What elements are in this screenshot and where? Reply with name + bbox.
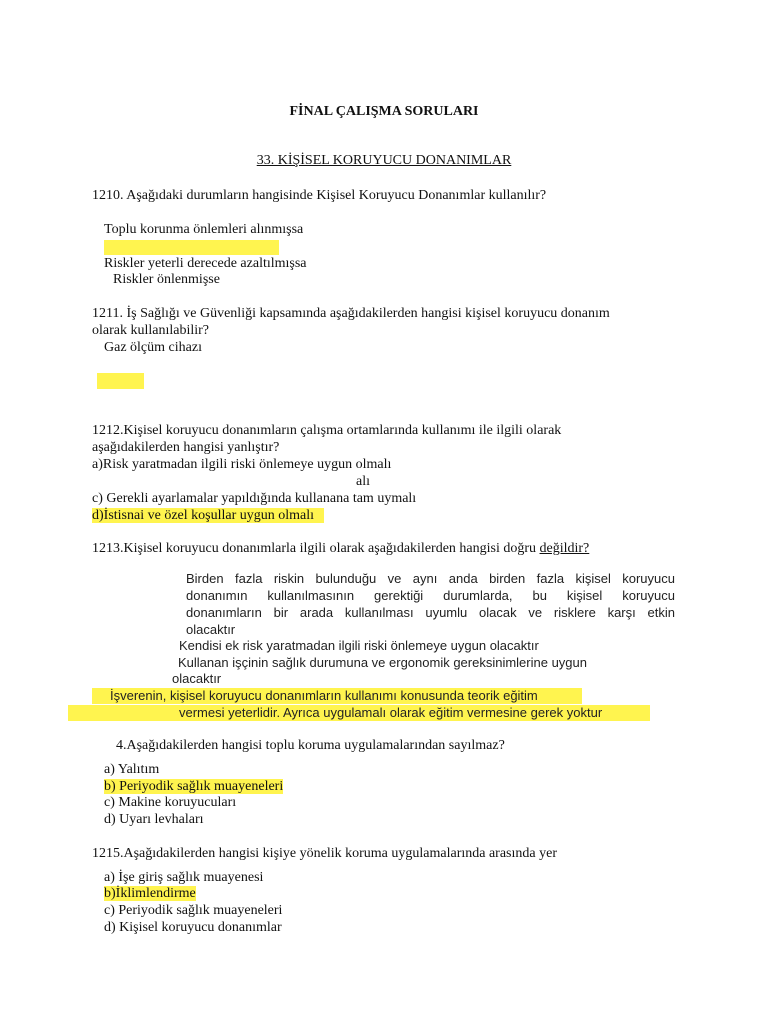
question-1210-text: 1210. Aşağıdaki durumların hangisinde Kişisel Koruyucu Donanımlar kullanılır? [92,188,547,203]
q1210-option-3: Riskler önlenmişse [113,272,220,287]
question-1213-main: 1213.Kişisel koruyucu donanımlarla ilgili olarak aşağıdakilerden hangisi doğru [92,541,540,556]
q4-option-d: d) Uyarı levhaları [104,812,204,827]
q1211-option-1: Gaz ölçüm cihazı [104,340,202,355]
q1213-option-3-line2: olacaktır [172,671,222,686]
q4-option-c: c) Makine koruyucuları [104,795,237,810]
q1213-option-1-line2: donanımın kullanılmasının gerektiği durumlarda, bu kişisel koruyucu [186,588,675,603]
q1213-option-4-line1: İşverenin, kişisel koruyucu donanımların kullanımı konusunda teorik eğitim [110,688,538,703]
q1212-option-c: c) Gerekli ayarlamalar yapıldığında kullanana tam uymalı [92,491,417,506]
q1213-option-3-line1: Kullanan işçinin sağlık durumuna ve ergonomik gereksinimlerine uygun [178,655,587,670]
q1215-option-d: d) Kişisel koruyucu donanımlar [104,920,282,935]
document-title: FİNAL ÇALIŞMA SORULARI [289,104,479,119]
q1211-highlight-bar [97,373,144,389]
q4-option-a: a) Yalıtım [104,762,160,777]
q1210-option-2: Riskler yeterli derecede azaltılmışsa [104,256,307,271]
question-1213-emphasis: değildir? [539,541,590,556]
q1213-option-1-line1: Birden fazla riskin bulunduğu ve aynı anda birden fazla kişisel koruyucu [186,571,675,586]
q4-option-b [104,779,283,795]
question-4-text: 4.Aşağıdakilerden hangisi toplu koruma uygulamalarından sayılmaz? [116,738,505,753]
section-title: 33. KİŞİSEL KORUYUCU DONANIMLAR [256,153,512,168]
q1212-option-d-highlighted: d)İstisnai ve özel koşullar uygun olmalı [92,508,324,523]
q1213-option-1-line3: donanımların bir arada kullanılması uyumlu olacak ve risklere karşı etkin [186,605,675,620]
question-1215-text: 1215.Aşağıdakilerden hangisi kişiye yönelik koruma uygulamalarında arasında yer [92,846,557,861]
q4-option-b-highlighted: b) Periyodik sağlık muayeneleri [104,779,284,794]
q1212-option-b-fragment: alı [356,474,370,489]
q1212-option-d [92,508,324,524]
q1215-option-b-highlighted: b)İklimlendirme [104,886,196,901]
q1213-option-1-line4: olacaktır [186,622,236,637]
q1215-option-a: a) İşe giriş sağlık muayenesi [104,870,264,885]
q1215-option-b [104,886,196,902]
q1213-option-4-line2: vermesi yeterlidir. Ayrıca uygulamalı olarak eğitim vermesine gerek yoktur [179,705,603,720]
question-1211-text-line2: olarak kullanılabilir? [92,323,210,338]
q1215-option-c: c) Periyodik sağlık muayeneleri [104,903,283,918]
q1212-option-a: a)Risk yaratmadan ilgili riski önlemeye uygun olmalı [92,457,392,472]
q1210-highlight-bar [104,240,279,255]
question-1212-text-line2: aşağıdakilerden hangisi yanlıştır? [92,440,280,455]
q1210-option-1: Toplu korunma önlemleri alınmışsa [104,222,304,237]
question-1211-text-line1: 1211. İş Sağlığı ve Güvenliği kapsamında aşağıdakilerden hangisi kişisel koruyucu donanım [92,306,610,321]
question-1213-text [92,541,589,557]
question-1212-text-line1: 1212.Kişisel koruyucu donanımların çalışma ortamlarında kullanımı ile ilgili olarak [92,423,562,438]
q1213-option-2: Kendisi ek risk yaratmadan ilgili riski önlemeye uygun olacaktır [179,638,539,653]
